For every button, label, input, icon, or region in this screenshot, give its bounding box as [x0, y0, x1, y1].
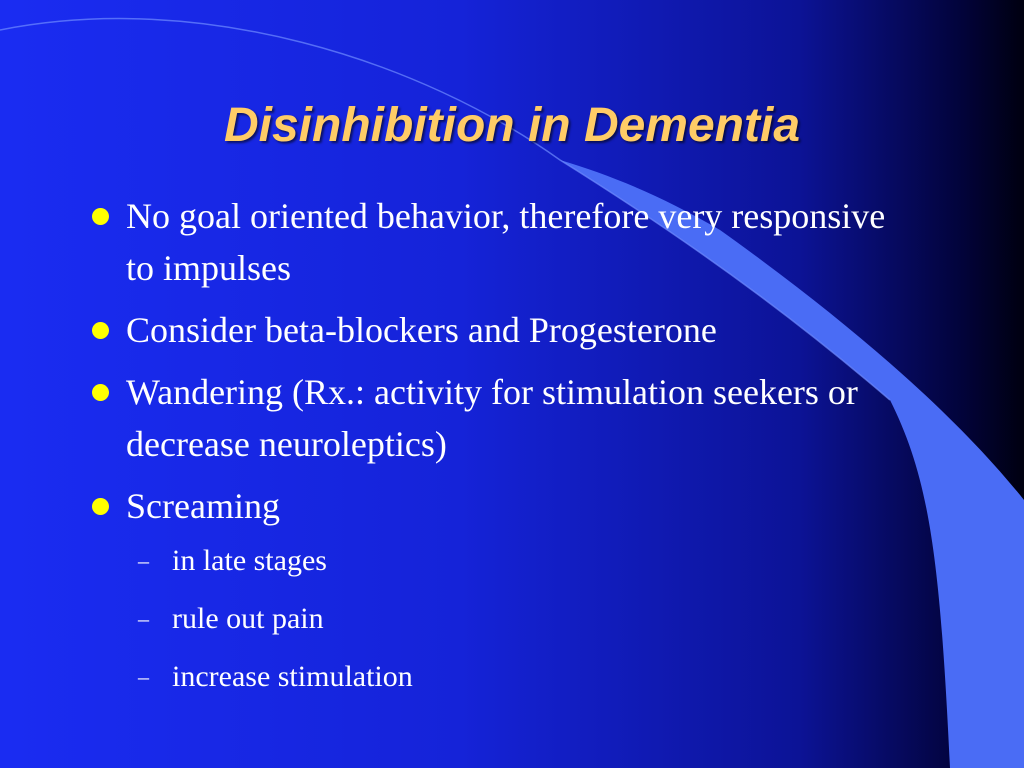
bullet-item [88, 480, 908, 706]
bullet-list [88, 190, 908, 716]
dash-icon: – [138, 664, 149, 689]
slide-title: Disinhibition in Dementia [223, 99, 801, 152]
bullet-text: Screaming [126, 486, 280, 526]
dash-icon: – [138, 606, 149, 631]
bullet-dot-icon [92, 498, 109, 515]
sub-bullet-text: increase stimulation [172, 660, 413, 693]
bullet-text: Consider beta-blockers and Progesterone [126, 310, 717, 350]
sub-bullet-text: rule out pain [172, 602, 324, 635]
bullet-item [88, 190, 908, 294]
sub-bullet-text: in late stages [172, 544, 327, 577]
bullet-dot-icon [92, 208, 109, 225]
sub-bullet-item [134, 532, 908, 590]
bullet-dot-icon [92, 322, 109, 339]
sub-bullet-list [126, 532, 908, 706]
sub-bullet-item [134, 648, 908, 706]
bullet-text: No goal oriented behavior, therefore very responsive to impulses [126, 196, 886, 288]
sub-bullet-item [134, 590, 908, 648]
bullet-text: Wandering (Rx.: activity for stimulation seekers or decrease neuroleptics) [126, 372, 858, 464]
dash-icon: – [138, 548, 149, 573]
bullet-item [88, 304, 908, 356]
bullet-item [88, 366, 908, 470]
bullet-dot-icon [92, 384, 109, 401]
